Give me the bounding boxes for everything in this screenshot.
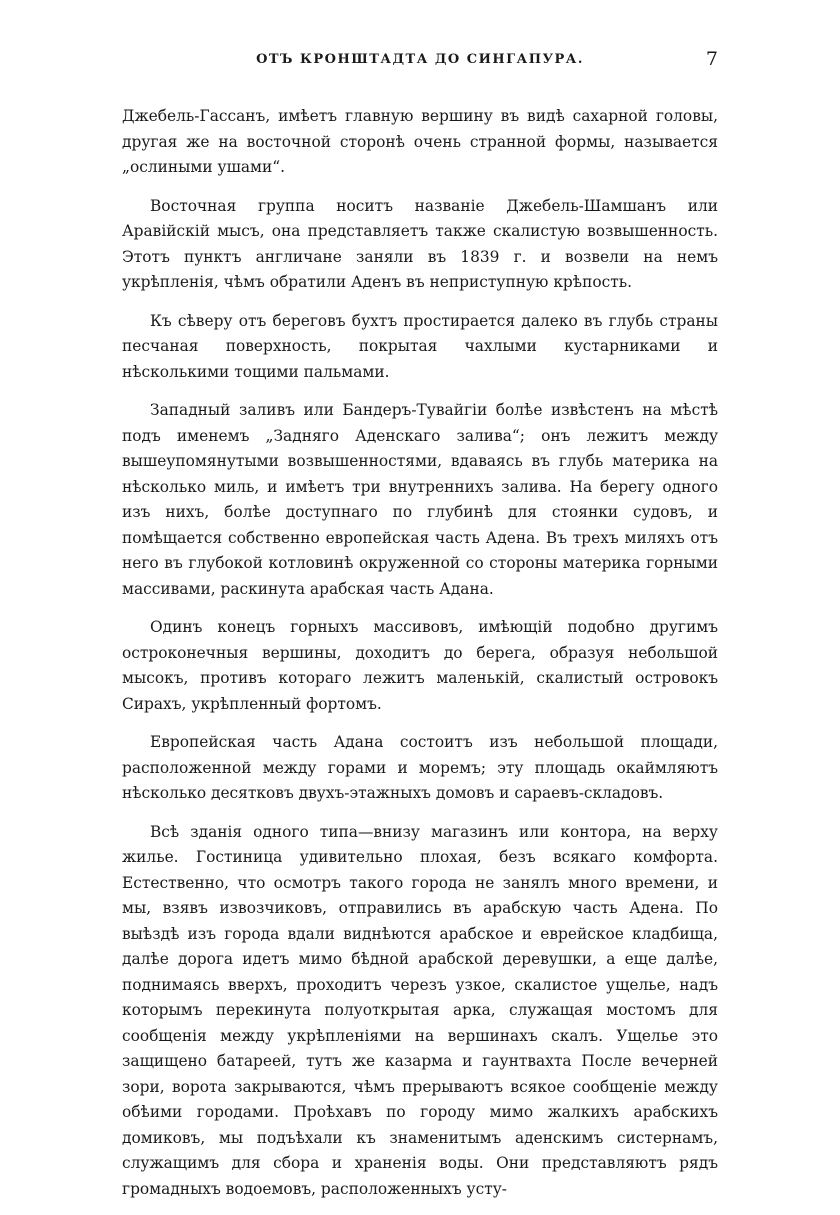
page-header xyxy=(122,48,718,74)
paragraph-5: Одинъ конецъ горныхъ массивовъ, имѣющій подобно другимъ остроконечныя вершины, доходитъ до берега, образуя небольшой мысокъ, противъ котораго лежитъ маленькій, скалистый островокъ Сирахъ, укрѣпленный фортомъ. xyxy=(122,618,718,713)
paragraph-7: Всѣ зданія одного типа—внизу магазинъ или контора, на верху жилье. Гостиница удивительно плохая, безъ всякаго комфорта. Естественно, что осмотръ такого города не занялъ много времени, и мы, взявъ извозчиковъ, отправились въ арабскую часть Адена. По выѣздѣ изъ города вдали виднѣются арабское и еврейское кладбища, далѣе дорога идетъ мимо бѣдной арабской деревушки, а еще далѣе, поднимаясь вверхъ, проходитъ черезъ узкое, скалистое ущелье, надъ которымъ перекинута полуоткрытая арка, служащая мостомъ для сообщенія между укрѣпленіями на вершинахъ скалъ. Ущелье это защищено батареей, тутъ же казарма и гаунтвахта После вечерней зори, ворота закрываются, чѣмъ прерываютъ всякое сообщеніе между обѣими городами. Проѣхавъ по городу мимо жалкихъ арабскихъ домиковъ, мы подъѣхали къ знаменитымъ аденскимъ систернамъ, служащимъ для сбора и храненія воды. Они представляютъ рядъ громадныхъ водоемовъ, расположенныхъ усту- xyxy=(122,822,718,1198)
text-body xyxy=(122,104,718,1202)
book-page xyxy=(122,48,718,1215)
paragraph-2: Восточная группа носитъ названіе Джебель-Шамшанъ или Аравійскій мысъ, она представляетъ также скалистую возвышенность. Этотъ пунктъ англичане заняли въ 1839 г. и возвели на немъ укрѣпленія, чѣмъ обратили Аденъ въ неприступную крѣпость. xyxy=(122,196,718,291)
paragraph-4: Западный заливъ или Бандеръ-Тувайгіи болѣе извѣстенъ на мѣстѣ подъ именемъ „Задняго Аденскаго залива“; онъ лежитъ между вышеупомянутыми возвышенностями, вдаваясь въ глубь материка на нѣсколько миль, и имѣетъ три внутреннихъ залива. На берегу одного изъ нихъ, болѣе доступнаго по глубинѣ для стоянки судовъ, и помѣщается собственно европейская часть Адена. Въ трехъ миляхъ отъ него въ глубокой котловинѣ окруженной со стороны материка горными массивами, раскинута арабская часть Адана. xyxy=(122,401,718,598)
running-title: ОТЪ КРОНШТАДТА ДО СИНГАПУРА. xyxy=(256,52,584,67)
paragraph-3: Къ сѣверу отъ береговъ бухтъ простирается далеко въ глубь страны песчаная поверхность, покрытая чахлыми кустарниками и нѣсколькими тощими пальмами. xyxy=(122,311,718,381)
paragraph-6: Европейская часть Адана состоитъ изъ небольшой площади, расположенной между горами и моремъ; эту площадь окаймляютъ нѣсколько десятковъ двухъ-этажныхъ домовъ и сараевъ-складовъ. xyxy=(122,733,718,802)
page-number: 7 xyxy=(705,48,718,70)
paragraph-1: Джебель-Гассанъ, имѣетъ главную вершину въ видѣ сахарной головы, другая же на восточной сторонѣ очень странной формы, называется „ослиными ушами“. xyxy=(122,107,718,176)
